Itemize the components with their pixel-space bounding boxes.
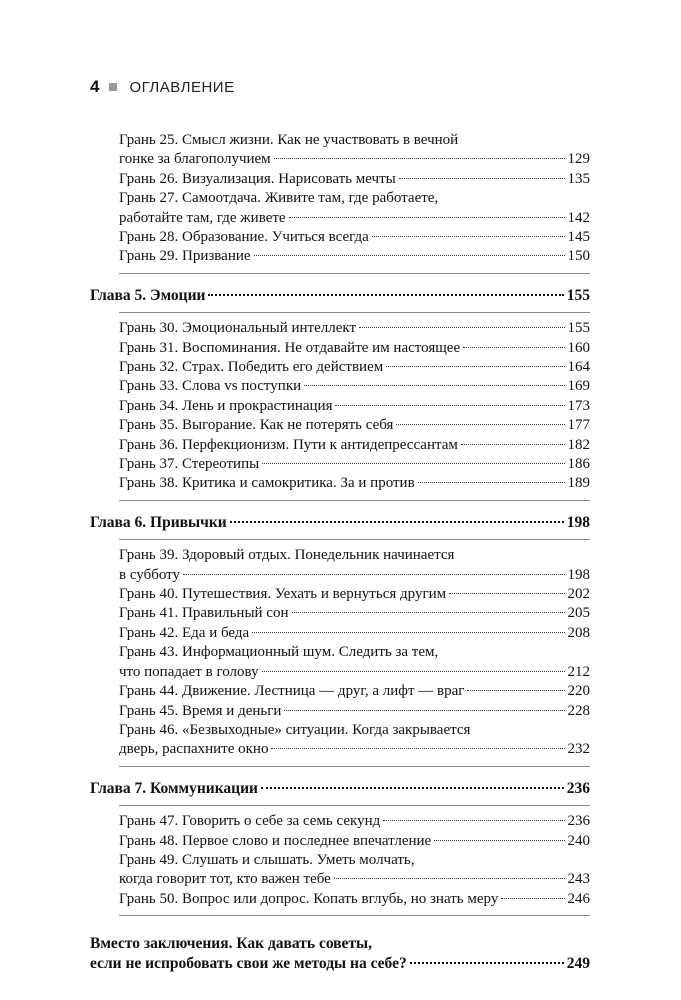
toc-entry-last-line [90, 416, 590, 435]
toc-entry-line: Грань 46. «Безвыходные» ситуации. Когда закрывается [119, 721, 471, 738]
chapter-entries [90, 812, 590, 909]
conclusion-page-number: 249 [566, 955, 590, 973]
chapter-title: Глава 5. Эмоции [90, 287, 206, 305]
dot-leader [292, 612, 565, 613]
toc-entry[interactable] [90, 397, 590, 416]
chapter-entries [90, 546, 590, 759]
toc-entry-title: Грань 48. Первое слово и последнее впечатление [119, 832, 432, 849]
dot-leader [230, 521, 564, 523]
divider-rule [119, 273, 590, 274]
conclusion-title-line2: если не испробовать свои же методы на себе? [90, 955, 407, 973]
toc-entry[interactable] [90, 189, 590, 228]
toc-entry-title: Грань 50. Вопрос или допрос. Копать вглубь, но знать меру [119, 890, 499, 907]
toc-entry-title: Грань 41. Правильный сон [119, 605, 289, 622]
toc-page-number: 212 [567, 663, 590, 680]
chapter-heading[interactable] [90, 779, 590, 799]
toc-page-number: 208 [567, 624, 590, 641]
toc-entry-title: Грань 32. Страх. Победить его действием [119, 359, 384, 376]
toc-entry[interactable] [90, 624, 590, 643]
toc-entry-line: Грань 39. Здоровый отдых. Понедельник начинается [119, 547, 455, 564]
toc-entry-last-line [90, 150, 590, 169]
toc-page-number: 145 [567, 229, 590, 246]
toc-page-number: 150 [567, 248, 590, 265]
toc-entry[interactable] [90, 358, 590, 377]
table-of-contents [90, 131, 590, 974]
dot-leader [399, 178, 565, 179]
toc-entry-title: Грань 36. Перфекционизм. Пути к антидепрессантам [119, 436, 458, 453]
running-head [90, 77, 235, 97]
dot-leader [396, 424, 564, 425]
toc-entry-last-line [90, 358, 590, 377]
toc-entry[interactable] [90, 228, 590, 247]
toc-entry[interactable] [90, 585, 590, 604]
toc-entry[interactable] [90, 339, 590, 358]
dot-leader [501, 898, 564, 899]
dot-leader [289, 217, 565, 218]
chapter-page-number: 155 [566, 287, 590, 305]
chapter-title: Глава 6. Привычки [90, 514, 227, 532]
toc-page-number: 232 [567, 741, 590, 758]
toc-entry-last-line [90, 397, 590, 416]
divider-rule [119, 915, 590, 916]
toc-entry-last-line [90, 474, 590, 493]
toc-entry-title: Грань 33. Слова vs поступки [119, 378, 302, 395]
toc-page-number: 155 [567, 320, 590, 337]
toc-entry-line: Грань 43. Информационный шум. Следить за тем, [119, 644, 439, 661]
toc-entry-title: гонке за благополучием [119, 151, 271, 168]
dot-leader [410, 962, 564, 964]
toc-entry[interactable] [90, 474, 590, 493]
toc-entry[interactable] [90, 643, 590, 682]
toc-entry[interactable] [90, 851, 590, 890]
toc-entry-title: Грань 30. Эмоциональный интеллект [119, 320, 357, 337]
toc-entry-title: дверь, распахните окно [119, 741, 269, 758]
toc-entry-title: Грань 47. Говорить о себе за семь секунд [119, 813, 381, 830]
dot-leader [449, 593, 564, 594]
toc-entry[interactable] [90, 832, 590, 851]
dot-leader [372, 236, 565, 237]
toc-entry-last-line [90, 228, 590, 247]
conclusion-title-line1: Вместо заключения. Как давать советы, [90, 935, 373, 953]
toc-entry-title: Грань 28. Образование. Учиться всегда [119, 229, 369, 246]
dot-leader [262, 671, 565, 672]
toc-entry-last-line [90, 566, 590, 585]
toc-entry-last-line [90, 702, 590, 721]
toc-page-number: 189 [567, 475, 590, 492]
divider-rule [119, 539, 590, 540]
dot-leader [271, 748, 564, 749]
toc-entry-title: Грань 29. Призвание [119, 248, 251, 265]
conclusion-last-line [90, 954, 590, 974]
divider-rule [119, 766, 590, 767]
toc-page-number: 129 [567, 151, 590, 168]
divider-rule [119, 805, 590, 806]
chapter-page-number: 198 [566, 514, 590, 532]
toc-page-number: 246 [567, 890, 590, 907]
toc-page-number: 177 [567, 417, 590, 434]
dot-leader [386, 366, 564, 367]
toc-entry-last-line [90, 209, 590, 228]
dot-leader [274, 158, 565, 159]
dot-leader [304, 385, 564, 386]
toc-entry[interactable] [90, 170, 590, 189]
toc-entry[interactable] [90, 546, 590, 585]
toc-entry[interactable] [90, 319, 590, 338]
toc-entry-title: Грань 38. Критика и самокритика. За и против [119, 475, 415, 492]
toc-page-number: 202 [567, 586, 590, 603]
toc-entry[interactable] [90, 604, 590, 623]
divider-rule [119, 500, 590, 501]
toc-entry-last-line [90, 740, 590, 759]
toc-entry-title: Грань 34. Лень и прокрастинация [119, 397, 333, 414]
toc-entry[interactable] [90, 131, 590, 170]
dot-leader [261, 787, 564, 789]
dot-leader [208, 294, 563, 296]
toc-page-number: 228 [567, 702, 590, 719]
toc-entry-title: Грань 40. Путешествия. Уехать и вернуться другим [119, 586, 447, 603]
divider-rule [119, 312, 590, 313]
dot-leader [335, 405, 564, 406]
toc-entry-title: Грань 26. Визуализация. Нарисовать мечты [119, 170, 396, 187]
page-number: 4 [90, 77, 100, 96]
toc-entry-last-line [90, 436, 590, 455]
toc-entry[interactable] [90, 455, 590, 474]
toc-entry-title: Грань 37. Стереотипы [119, 456, 260, 473]
dot-leader [383, 820, 564, 821]
dot-leader [359, 327, 564, 328]
toc-page-number: 186 [567, 456, 590, 473]
toc-entry-title: Грань 35. Выгорание. Как не потерять себя [119, 417, 394, 434]
toc-entry[interactable] [90, 812, 590, 831]
toc-entry[interactable] [90, 247, 590, 266]
toc-entry-last-line [90, 170, 590, 189]
toc-entry-line: Грань 25. Смысл жизни. Как не участвовать в вечной [119, 132, 459, 148]
dot-leader [467, 690, 564, 691]
toc-entry[interactable] [90, 436, 590, 455]
toc-page-number: 142 [567, 209, 590, 226]
dot-leader [461, 444, 565, 445]
toc-page-number: 236 [567, 813, 590, 830]
toc-entry-title: Грань 42. Еда и беда [119, 624, 250, 641]
toc-page-number: 220 [567, 683, 590, 700]
toc-page-number: 243 [567, 871, 590, 888]
toc-page-number: 135 [567, 170, 590, 187]
toc-entry-last-line [90, 604, 590, 623]
dot-leader [284, 710, 564, 711]
toc-entry-last-line [90, 663, 590, 682]
toc-page-number: 205 [567, 605, 590, 622]
toc-page-number: 198 [567, 566, 590, 583]
dot-leader [254, 255, 565, 256]
toc-entry-last-line [90, 870, 590, 889]
toc-entry-title: работайте там, где живете [119, 209, 286, 226]
toc-entry-title: Грань 31. Воспоминания. Не отдавайте им настоящее [119, 339, 461, 356]
chapter-page-number: 236 [566, 779, 590, 797]
toc-entry-last-line [90, 585, 590, 604]
toc-page-number: 240 [567, 832, 590, 849]
toc-entry-last-line [90, 812, 590, 831]
toc-entry-title: Грань 45. Время и деньги [119, 702, 282, 719]
toc-entry-last-line [90, 455, 590, 474]
chapter-heading[interactable] [90, 513, 590, 533]
dot-leader [463, 347, 564, 348]
toc-entry-title: в субботу [119, 566, 181, 583]
toc-entry[interactable] [90, 682, 590, 701]
running-head-title: ОГЛАВЛЕНИЕ [129, 78, 235, 96]
conclusion-entry[interactable] [90, 934, 590, 974]
toc-entry[interactable] [90, 416, 590, 435]
toc-entry-title: Грань 44. Движение. Лестница — друг, а лифт — враг [119, 683, 465, 700]
toc-entry-title: что попадает в голову [119, 663, 259, 680]
toc-entry-last-line [90, 339, 590, 358]
toc-entry-last-line [90, 832, 590, 851]
toc-entry-line: Грань 27. Самоотдача. Живите там, где работаете, [119, 190, 439, 207]
toc-entry-title: когда говорит тот, кто важен тебе [119, 871, 331, 888]
chapter-title: Глава 7. Коммуникации [90, 779, 258, 797]
toc-page-number: 173 [567, 397, 590, 414]
toc-page-number: 164 [567, 359, 590, 376]
toc-entry-last-line [90, 319, 590, 338]
intro-entries [90, 131, 590, 267]
toc-entry[interactable] [90, 702, 590, 721]
toc-entry-last-line [90, 377, 590, 396]
dot-leader [434, 840, 564, 841]
toc-page-number: 160 [567, 339, 590, 356]
dot-leader [334, 878, 565, 879]
dot-leader [252, 632, 564, 633]
toc-entry-last-line [90, 247, 590, 266]
toc-entry-last-line [90, 682, 590, 701]
toc-entry-last-line [90, 624, 590, 643]
toc-entry-last-line [90, 890, 590, 909]
dot-leader [183, 574, 564, 575]
toc-entry-line: Грань 49. Слушать и слышать. Уметь молчать, [119, 851, 415, 868]
chapter-heading[interactable] [90, 286, 590, 306]
separator-square-icon [109, 83, 117, 91]
toc-page-number: 182 [567, 436, 590, 453]
toc-entry[interactable] [90, 377, 590, 396]
toc-entry[interactable] [90, 721, 590, 760]
toc-entry[interactable] [90, 890, 590, 909]
toc-page-number: 169 [567, 378, 590, 395]
dot-leader [262, 463, 564, 464]
dot-leader [418, 482, 565, 483]
chapter-entries [90, 319, 590, 494]
